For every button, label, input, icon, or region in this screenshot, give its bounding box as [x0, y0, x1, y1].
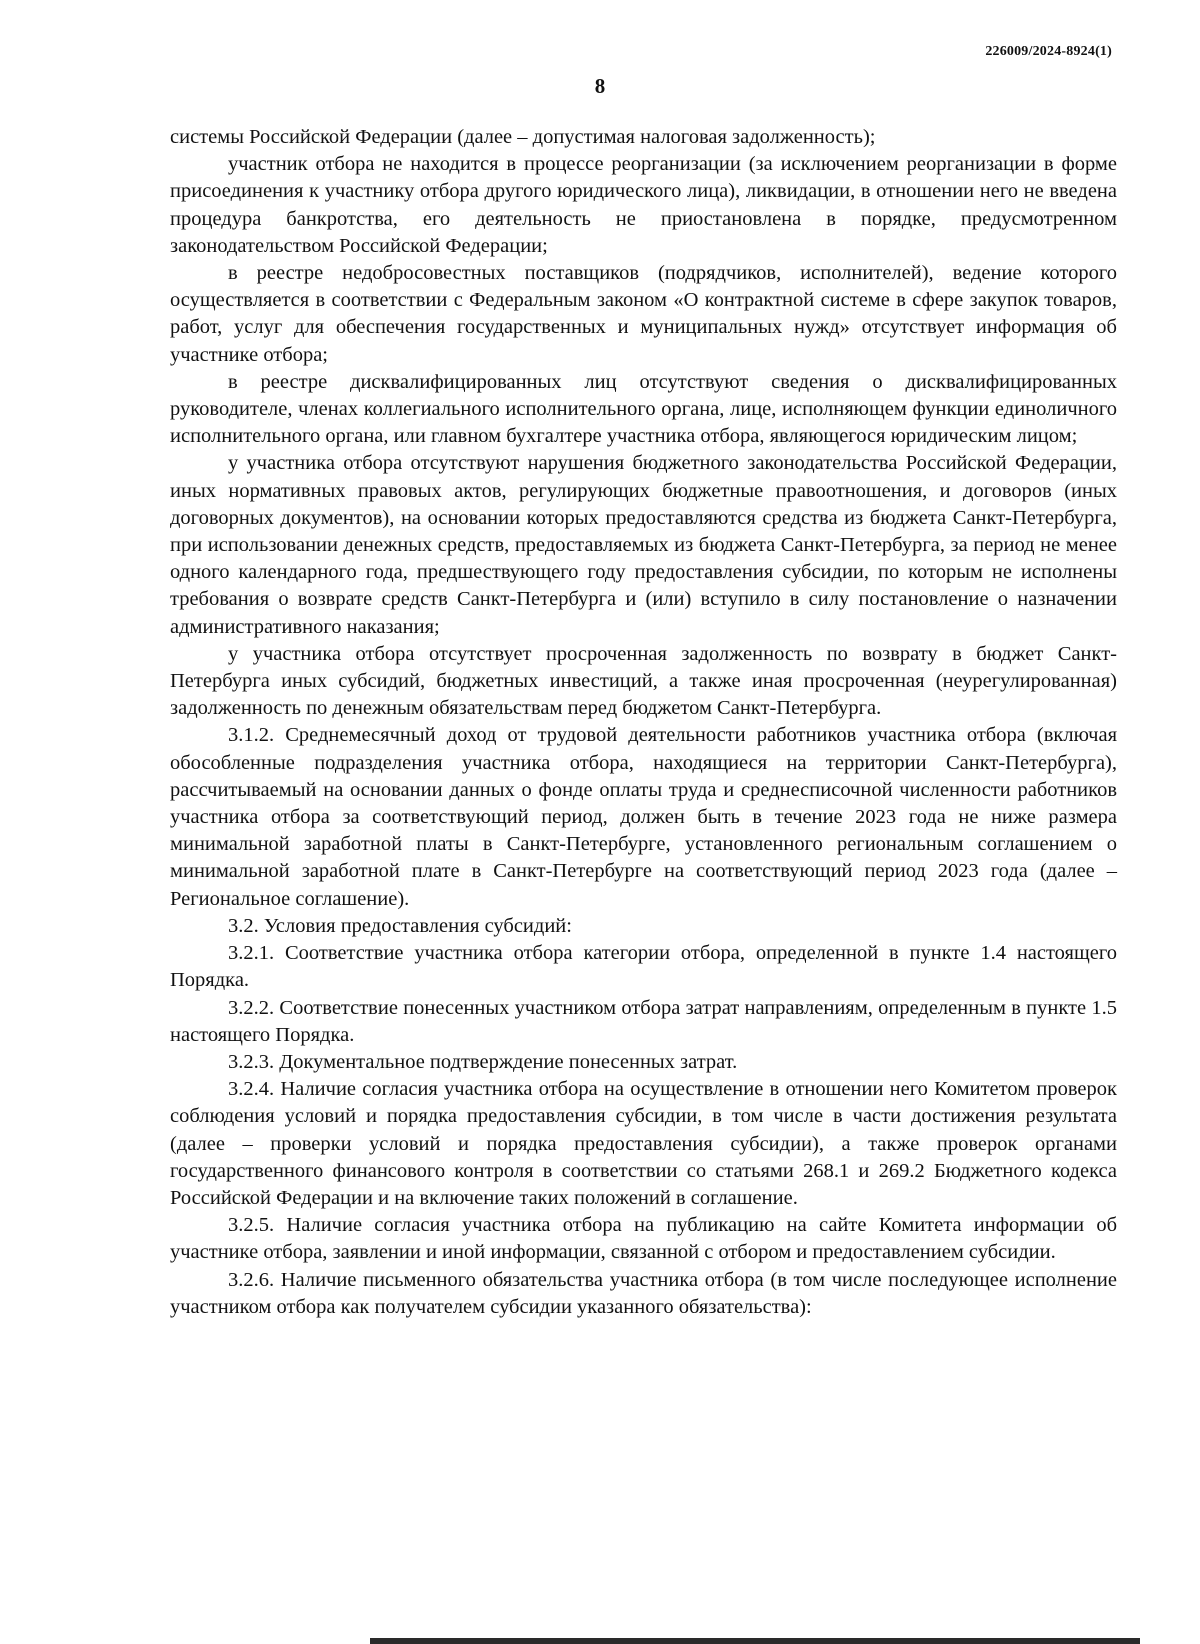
paragraph-3-1-2: 3.1.2. Среднемесячный доход от трудовой деятельности работников участника отбора (включая обособленные подразделения участника отбора, находящиеся на территории Санкт-Петербурга), рассчитываемый на основании данных о фонде оплаты труда и среднесписочной численности работников участника отбора за соответствующий период, должен быть в течение 2023 года не ниже размера минимальной заработной платы в Санкт-Петербурге, установленного региональным соглашением о минимальной заработной плате в Санкт-Петербурге на соответствующий период 2023 года (далее – Региональное соглашение).: [170, 724, 1117, 910]
paragraph-3-2: 3.2. Условия предоставления субсидий:: [228, 914, 572, 937]
scan-edge-line: [370, 1638, 1140, 1644]
document-body: [170, 124, 1117, 1321]
paragraph-budget-violations: у участника отбора отсутствуют нарушения бюджетного законодательства Российской Федерации, иных нормативных правовых актов, регулирующих бюджетные правоотношения, и договоров (иных договорных документов), на основании которых предоставляются средства из бюджета Санкт-Петербурга, при использовании денежных средств, предоставляемых из бюджета Санкт-Петербурга, за период не менее одного календарного года, предшествующего году предоставления субсидии, по которым не исполнены требования о возврате средств Санкт-Петербурга и (или) вступило в силу постановление о назначении административного наказания;: [170, 452, 1117, 638]
paragraph-3-2-5: 3.2.5. Наличие согласия участника отбора на публикацию на сайте Комитета информации об участнике отбора, заявлении и иной информации, связанной с отбором и предоставлением субсидии.: [170, 1214, 1117, 1264]
document-number: 226009/2024-8924(1): [985, 44, 1112, 59]
paragraph-3-2-4: 3.2.4. Наличие согласия участника отбора на осуществление в отношении него Комитетом проверок соблюдения условий и порядка предоставления субсидии, в том числе в части достижения результата (далее – проверки условий и порядка предоставления субсидии), а также проверок органами государственного финансового контроля в соответствии со статьями 268.1 и 269.2 Бюджетного кодекса Российской Федерации и на включение таких положений в соглашение.: [170, 1078, 1117, 1209]
paragraph-disqualified-persons: в реестре дисквалифицированных лиц отсутствуют сведения о дисквалифицированных руководителе, членах коллегиального исполнительного органа, лице, исполняющем функции единоличного исполнительного органа, или главном бухгалтере участника отбора, являющегося юридическим лицом;: [170, 370, 1117, 448]
paragraph-3-2-1: 3.2.1. Соответствие участника отбора категории отбора, определенной в пункте 1.4 настоящего Порядка.: [170, 942, 1117, 992]
paragraph-3-2-6: 3.2.6. Наличие письменного обязательства участника отбора (в том числе последующее исполнение участником отбора как получателем субсидии указанного обязательства):: [170, 1268, 1117, 1318]
paragraph-unfair-suppliers-registry: в реестре недобросовестных поставщиков (подрядчиков, исполнителей), ведение которого осуществляется в соответствии с Федеральным законом «О контрактной системе в сфере закупок товаров, работ, услуг для обеспечения государственных и муниципальных нужд» отсутствует информация об участнике отбора;: [170, 262, 1117, 366]
paragraph-overdue-debt: у участника отбора отсутствует просроченная задолженность по возврату в бюджет Санкт-Петербурга иных субсидий, бюджетных инвестиций, а также иная просроченная (неурегулированная) задолженность по денежным обязательствам перед бюджетом Санкт-Петербурга.: [170, 642, 1117, 720]
paragraph-3-2-2: 3.2.2. Соответствие понесенных участником отбора затрат направлениям, определенным в пункте 1.5 настоящего Порядка.: [170, 996, 1117, 1046]
page-number: 8: [594, 74, 606, 98]
paragraph-tax-debt-end: системы Российской Федерации (далее – допустимая налоговая задолженность);: [170, 126, 876, 148]
paragraph-3-2-3: 3.2.3. Документальное подтверждение понесенных затрат.: [228, 1050, 738, 1073]
paragraph-reorganization: участник отбора не находится в процессе реорганизации (за исключением реорганизации в форме присоединения к участнику отбора другого юридического лица), ликвидации, в отношении него не введена процедура банкротства, его деятельность не приостановлена в порядке, предусмотренном законодательством Российской Федерации;: [170, 153, 1117, 257]
